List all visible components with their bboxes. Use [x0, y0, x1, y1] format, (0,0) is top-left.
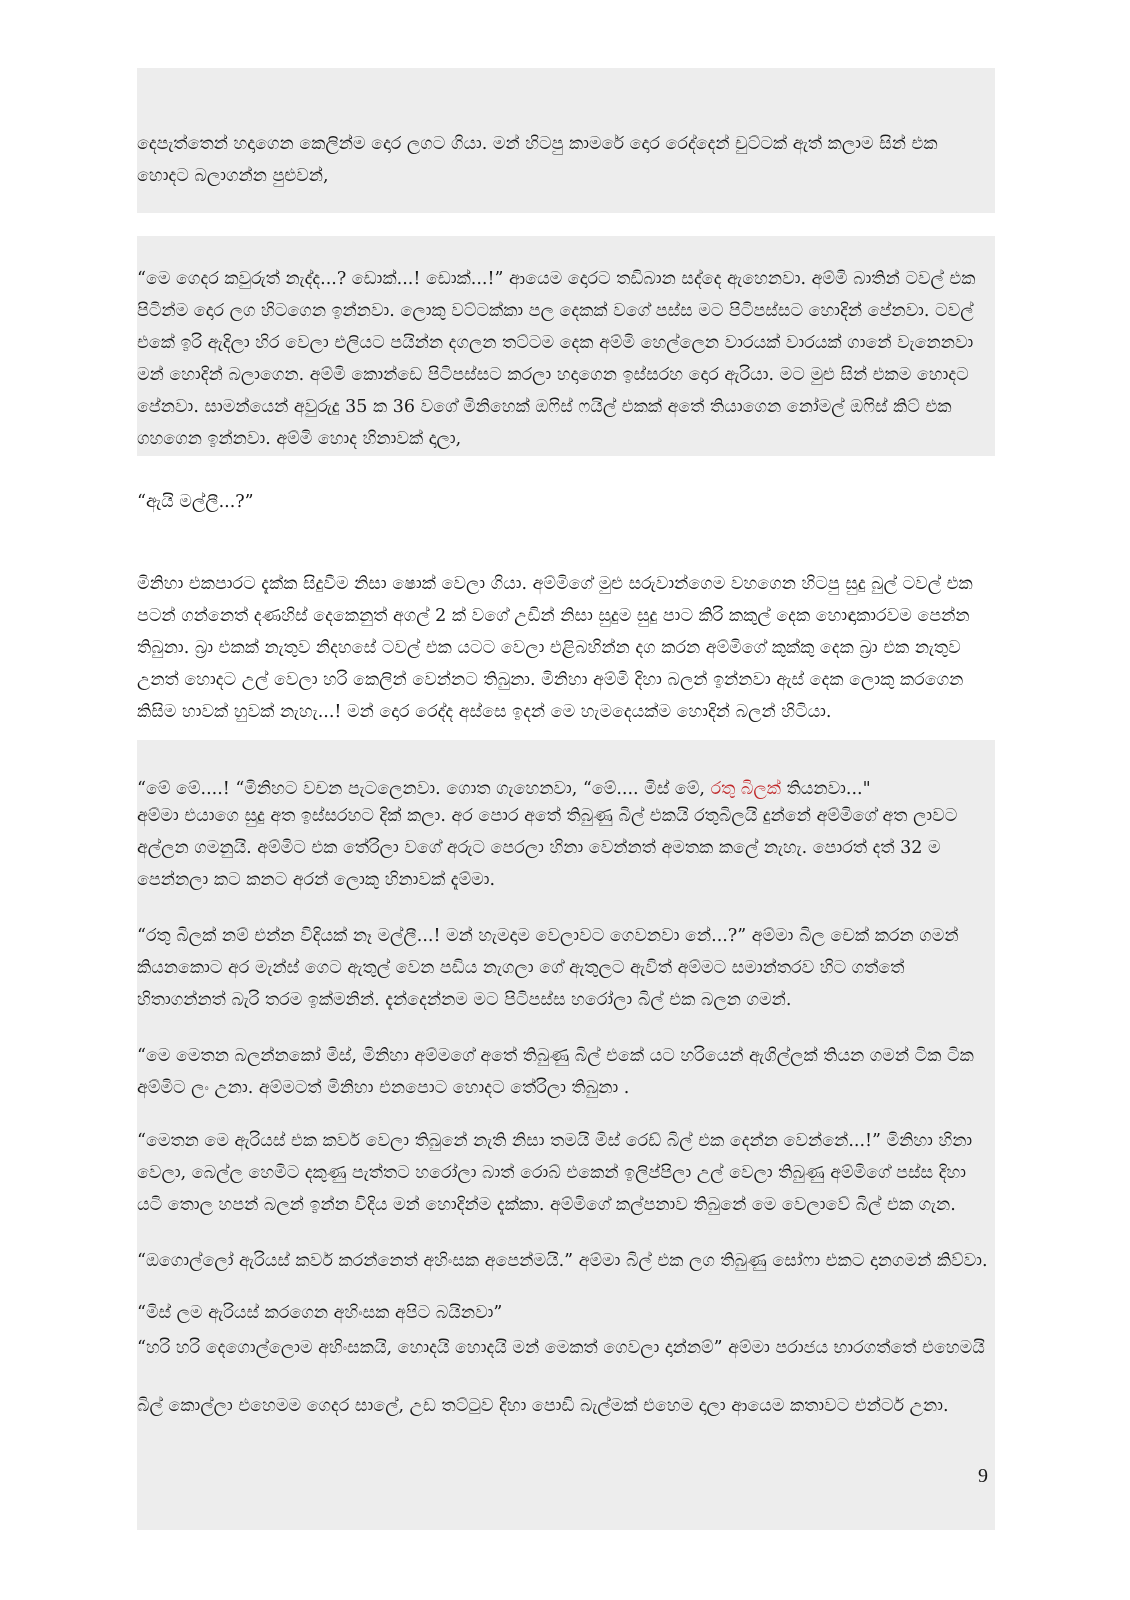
paragraph-1: දෙපැත්තෙන් හදාගෙන කෙලින්ම දොර ලගට ගියා. මන් හිටපු කාමරේ දොර රෙද්දෙන් චුට්ටක් ඇත් කලාම සින් එක හොදට බලාගන්න පුළුවන්,	[137, 134, 938, 186]
paragraph-2: “මෙ ගෙදර කවුරුත් නැද්ද...? ඩොක්...! ඩොක්...!” ආයෙම දොරට තඩිබාන සද්දෙ ඇහෙනවා. අම්මි බාතින් ටවල් එක පිටින්ම දොර ලග හිටගෙන ඉන්නවා. ලොකු වට්ටක්කා පල දෙකක් වගේ පස්ස මට පිටිපස්සට හොදින් පේනවා. ටවල් එකේ ඉරි ඇදිලා හිර වෙලා එලියට පයින්න දගලන තට්ටම දෙක අම්මි හෙල්ලෙන වාරයක් වාරයක් ගානේ වැනෙනවා මන් හොදින් බලාගෙන. අම්මි කොන්ඩෙ පිටිපස්සට කරලා හදාගෙන ඉස්සරහ දොර ඇරියා. මට මුළු සින් එකම හොදට පේනවා. සාමන්යෙන් අවුරුදු 35 ක 36 වගේ මිනිහෙක් ඔෆිස් ෆයිල් එකක් අතේ තියාගෙන නෝමල් ඔෆිස් කිට් එක ගහගෙන ඉන්නවා. අම්මි හොද හිනාවක් දාලා,	[137, 269, 976, 449]
dialogue-part-1: “මේ මේ....! “මිනිහට වචන පැටලෙනවා. ගොත ගැහෙනවා, “මේ.... මිස් මේ,	[137, 779, 705, 799]
paragraph-12: බිල් කොල්ලා එහෙමම ගෙදර සාලේ, උඩ තට්ටුව දිහා පොඩි බැල්මක් එහෙම දාලා ආයෙම කතාවට එන්ටර් උනා.	[137, 1396, 949, 1416]
red-bill-highlight: රතු බිලක්	[710, 779, 781, 799]
paragraph-3: “ඇයි මල්ලී...?”	[137, 492, 254, 512]
page-number: 9	[978, 1465, 988, 1487]
paragraph-11: “හරි හරි දෙගොල්ලොම අහිංසකයි, හොදයි හොදයි මන් මෙකත් ගෙවලා දාන්නම්” අම්මා පරාජය භාරගත්තේ එහෙමයි	[137, 1338, 985, 1358]
paragraph-9: “ඔගොල්ලෝ ඇරියස් කවර් කරන්නෙත් අහිංසක අපෙන්මයි.” අම්මා බිල් එක ලග තිබුණු සෝෆා එකට දානගමන් කිව්වා.	[137, 1251, 988, 1271]
paragraph-6: “රතු බිලක් නම් එන්න විදියක් නෑ මල්ලී...! මන් හැමදාම වෙලාවට ගෙවනවා නේ...?” අම්මා බිල චෙක් කරන ගමන් කියනකොට අර මැන්ස් ගෙට ඇතුල් වෙන පඩිය නැගලා ගේ ඇතුලට ඇවිත් අම්මට සමාන්තරව හිට ගත්තේ හිතාගන්නත් බැරි තරම ඉක්මනින්. දැන්දෙන්නම මට පිටිපස්ස හරෝලා බිල් එක බලන ගමන්.	[137, 926, 959, 1010]
paragraph-8: “මෙතන මෙ ඇරියස් එක කවර් වෙලා තිබුනේ නැති නිසා තමයි මිස් රෙඩ් බිල් එක දෙන්න වෙන්නේ...!” මිනිහා හිනා වෙලා, බෙල්ල හෙමිට දකුණු පැත්තට හරෝලා බාත් රොබ් එකෙන් ඉලිප්පිලා උල් වෙලා තිබුණු අම්මිගේ පස්ස දිහා යටි තොල හපන් බලන් ඉන්න විදිය මන් හොදින්ම දැක්කා. අම්මිගේ කල්පනාව තිබුනේ මෙ වෙලාවේ බිල් එක ගැන.	[137, 1131, 973, 1215]
dialogue-part-2: තියනවා..."	[786, 779, 871, 799]
paragraph-4: මිනිහා එකපාරට දැක්ක සිදුවීම නිසා ෂොක් වෙලා ගියා. අම්මිගේ මුළු සරුවාන්ගෙම වහගෙන හිටපු සුදු බුල් ටවල් එක පටන් ගන්නෙත් දණහිස් දෙකෙනුත් අගල් 2 ක් වගේ උඩින් නිසා සුදුම සුදු පාට කිරි කකුල් දෙක හොඳාකාරවම පෙන්න තිබුනා. බ්‍රා එකක් නැතුව නිදහසේ ටවල් එක යටට වෙලා එළිබහින්න දග කරන අම්මිගේ කුක්කු දෙක බ්‍රා එක නැතුව උනත් හොදට උල් වෙලා හරි කෙලින් වෙන්නට තිබුනා. මිනිහා අම්මි දිහා බලන් ඉන්නවා ඇස් දෙක ලොකු කරගෙන කිසිම හාවක් හුවක් නැහැ...! මන් දොර රෙද්ද අස්සෙ ඉදන් මෙ හැමදෙයක්ම හොදින් බලන් හිටියා.	[137, 574, 973, 722]
paragraph-7: “මෙ මෙතන බලන්නකෝ මිස්, මිනිහා අම්මගේ අතේ තිබුණු බිල් එකේ යට හරියෙන් ඇගිල්ලක් තියන ගමන් ටික ටික අම්මිට ලං උනා. අම්මටත් මිනිහා එනපොට හොදට තේරිලා තිබුනා .	[137, 1046, 974, 1098]
paragraph-10: “මිස් ලම ඇරියස් කරගෙන අහිංසක අපිට බයිනවා”	[137, 1303, 503, 1323]
paragraph-5: අම්මා එයාගෙ සුදු අත ඉස්සරහට දික් කලා. අර පොර අතේ තිබුණු බිල් එකයි රතුබිලයි දුන්නේ අම්මිගේ අත ලාවට අල්ලන ගමනුයි. අම්මිට එක තේරිලා වගේ අරුට පෙරලා හිනා වෙන්නත් අමතක කලේ නැහැ. පොරත් දත් 32 ම පෙන්නලා කට කනට අරන් ලොකු හිනාවක් දැම්මා.	[137, 806, 958, 890]
